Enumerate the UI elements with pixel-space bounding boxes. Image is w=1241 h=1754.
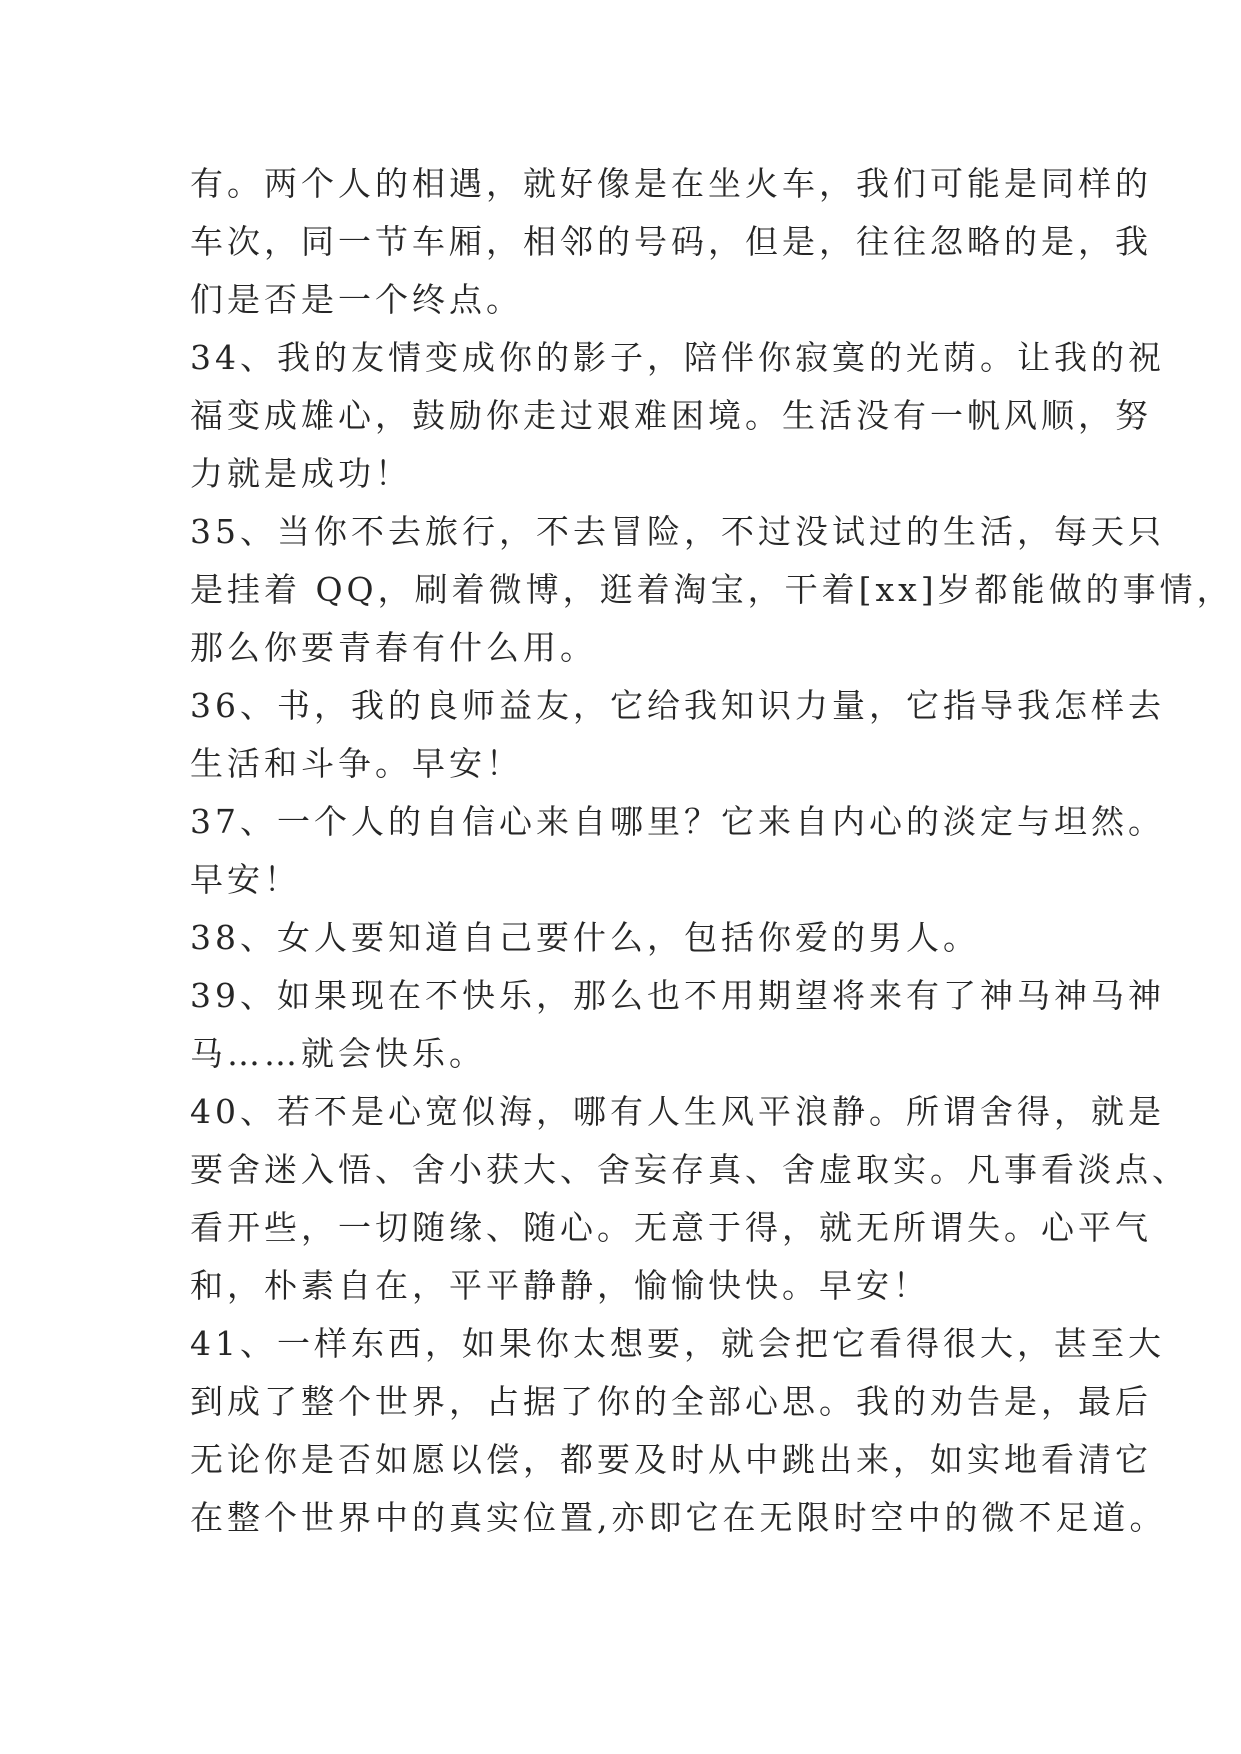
text-line: 到成了整个世界，占据了你的全部心思。我的劝告是，最后 — [190, 1382, 1152, 1421]
text-line: 和，朴素自在，平平静静，愉愉快快。早安！ — [190, 1266, 930, 1305]
text-line: 41、一样东西，如果你太想要，就会把它看得很大，甚至大 — [190, 1324, 1165, 1363]
text-line: 生活和斗争。早安！ — [190, 744, 523, 783]
text-line: 福变成雄心，鼓励你走过艰难困境。生活没有一帆风顺，努 — [190, 396, 1152, 435]
text-line: 们是否是一个终点。 — [190, 280, 523, 319]
text-line: 看开些，一切随缘、随心。无意于得，就无所谓失。心平气 — [190, 1208, 1152, 1247]
text-line: 无论你是否如愿以偿，都要及时从中跳出来，如实地看清它 — [190, 1440, 1152, 1479]
text-line: 40、若不是心宽似海，哪有人生风平浪静。所谓舍得，就是 — [190, 1092, 1165, 1131]
text-line: 37、一个人的自信心来自哪里？它来自内心的淡定与坦然。 — [190, 802, 1165, 841]
text-line: 39、如果现在不快乐，那么也不用期望将来有了神马神马神 — [190, 976, 1165, 1015]
text-line: 要舍迷入悟、舍小获大、舍妄存真、舍虚取实。凡事看淡点、 — [190, 1150, 1189, 1189]
text-line: 是挂着 QQ，刷着微博，逛着淘宝，干着[xx]岁都能做的事情， — [190, 570, 1234, 609]
text-line: 有。两个人的相遇，就好像是在坐火车，我们可能是同样的 — [190, 164, 1152, 203]
text-line: 车次，同一节车厢，相邻的号码，但是，往往忽略的是，我 — [190, 222, 1152, 261]
text-line: 在整个世界中的真实位置,亦即它在无限时空中的微不足道。 — [190, 1498, 1167, 1537]
text-line: 38、女人要知道自己要什么，包括你爱的男人。 — [190, 918, 980, 957]
text-line: 那么你要青春有什么用。 — [190, 628, 597, 667]
text-line: 早安！ — [190, 860, 301, 899]
text-line: 力就是成功！ — [190, 454, 412, 493]
text-line: 马……就会快乐。 — [190, 1034, 486, 1073]
document-body — [190, 155, 1234, 1547]
text-line: 34、我的友情变成你的影子，陪伴你寂寞的光荫。让我的祝 — [190, 338, 1165, 377]
text-line: 36、书，我的良师益友，它给我知识力量，它指导我怎样去 — [190, 686, 1165, 725]
text-line: 35、当你不去旅行，不去冒险，不过没试过的生活，每天只 — [190, 512, 1165, 551]
